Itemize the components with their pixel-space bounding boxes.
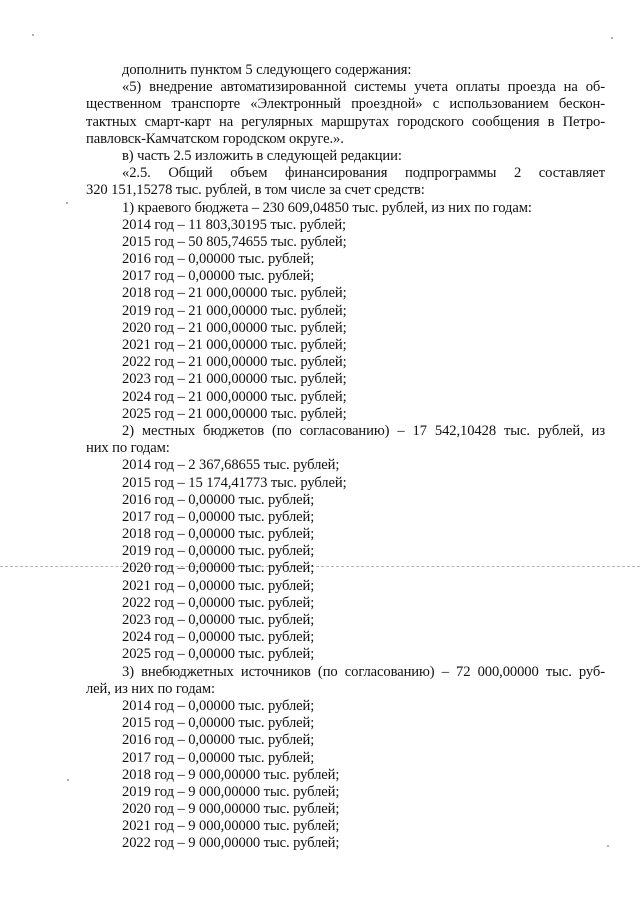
year-line: 2019 год – 21 000,00000 тыс. рублей; [122,302,347,319]
year-line: 2019 год – 0,00000 тыс. рублей; [122,543,315,560]
year-line: 2017 год – 0,00000 тыс. рублей; [122,749,315,766]
year-line: 2024 год – 21 000,00000 тыс. рублей; [122,388,347,405]
text-line: в) часть 2.5 изложить в следующей редакции: [122,147,402,164]
scan-speck [607,845,609,847]
text-line: щественном транспорте «Электронный проездной» с использованием бескон- [86,96,605,113]
year-line: 2019 год – 9 000,00000 тыс. рублей; [122,783,340,800]
scan-speck [66,202,68,204]
year-line: 2016 год – 0,00000 тыс. рублей; [122,251,315,268]
text-line: «5) внедрение автоматизированной системы учета оплаты проезда на об- [122,79,605,96]
year-line: 2020 год – 9 000,00000 тыс. рублей; [122,801,340,818]
section-heading-regional: 1) краевого бюджета – 230 609,04850 тыс. рублей, из них по годам: [122,199,532,216]
text-line: дополнить пунктом 5 следующего содержания: [122,62,412,78]
year-line: 2014 год – 11 803,30195 тыс. рублей; [122,216,346,233]
year-line: 2024 год – 0,00000 тыс. рублей; [122,629,315,646]
section-heading-local-cont: них по годам: [86,440,170,457]
year-line: 2015 год – 50 805,74655 тыс. рублей; [122,233,347,250]
year-line: 2015 год – 0,00000 тыс. рублей; [122,715,315,732]
year-line: 2025 год – 0,00000 тыс. рублей; [122,646,315,663]
year-line: 2022 год – 0,00000 тыс. рублей; [122,594,315,611]
year-line: 2022 год – 21 000,00000 тыс. рублей; [122,354,347,371]
scan-speck [67,779,69,781]
text-line: «2.5. Общий объем финансирования подпрограммы 2 составляет [122,165,605,182]
section-heading-local: 2) местных бюджетов (по согласованию) – 17 542,10428 тыс. рублей, из [122,422,605,439]
text-line: павловск-Камчатском городском округе.». [86,130,344,147]
year-line: 2025 год – 21 000,00000 тыс. рублей; [122,405,347,422]
year-line: 2023 год – 0,00000 тыс. рублей; [122,612,315,628]
year-line: 2017 год – 0,00000 тыс. рублей; [122,268,315,285]
document-body [86,62,605,853]
year-line: 2021 год – 9 000,00000 тыс. рублей; [122,818,340,835]
year-line: 2015 год – 15 174,41773 тыс. рублей; [122,474,347,491]
year-line: 2016 год – 0,00000 тыс. рублей; [122,491,315,508]
year-line: 2020 год – 21 000,00000 тыс. рублей; [122,319,347,336]
year-line: 2021 год – 0,00000 тыс. рублей; [122,577,315,594]
scan-speck [611,37,613,39]
year-line: 2018 год – 9 000,00000 тыс. рублей; [122,766,340,783]
year-line: 2018 год – 21 000,00000 тыс. рублей; [122,285,347,302]
year-line: 2017 год – 0,00000 тыс. рублей; [122,508,315,525]
text-line: тактных смарт-карт на регулярных маршрутах городского сообщения в Петро- [86,113,605,130]
year-line: 2022 год – 9 000,00000 тыс. рублей; [122,835,340,852]
year-line: 2021 год – 21 000,00000 тыс. рублей; [122,337,347,353]
year-line: 2023 год – 21 000,00000 тыс. рублей; [122,371,347,388]
year-line: 2014 год – 0,00000 тыс. рублей; [122,697,315,714]
year-line: 2014 год – 2 367,68655 тыс. рублей; [122,457,340,474]
section-heading-extrabudgetary: 3) внебюджетных источников (по согласованию) – 72 000,00000 тыс. руб- [122,663,605,680]
text-line: 320 151,15278 тыс. рублей, в том числе за счет средств: [86,182,425,199]
year-line: 2016 год – 0,00000 тыс. рублей; [122,732,315,749]
year-line: 2020 год – 0,00000 тыс. рублей; [122,560,315,577]
scan-speck [32,34,34,36]
section-heading-extrabudgetary-cont: лей, из них по годам: [86,680,216,697]
year-line: 2018 год – 0,00000 тыс. рублей; [122,526,315,543]
